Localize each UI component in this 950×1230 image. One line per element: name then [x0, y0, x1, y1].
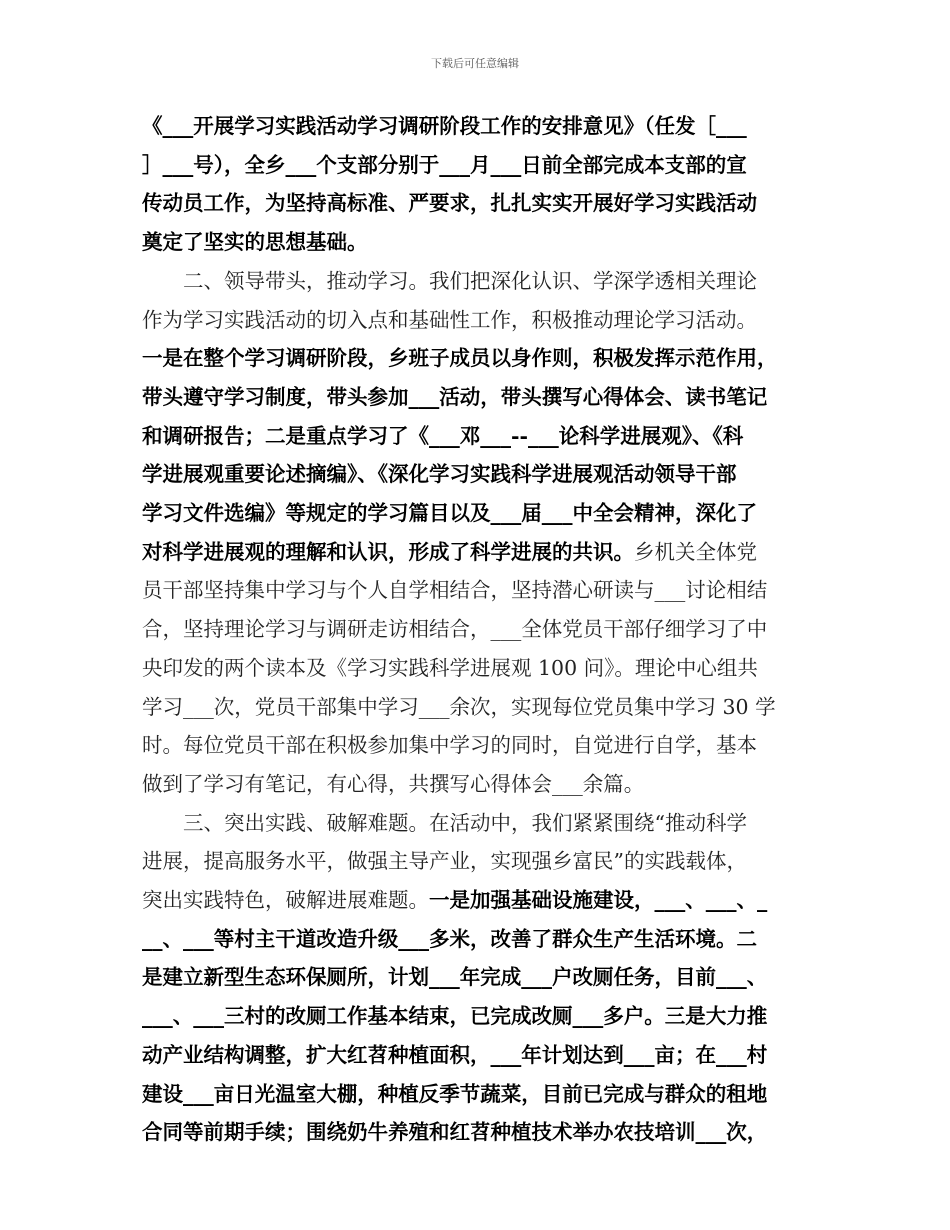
text-line [142, 539, 818, 565]
text-segment: ___、___三村的改厕工作基本结束，已完成改厕___多户。三是大力推 [142, 1004, 768, 1029]
text-segment: 进展，提高服务水平，做强主导产业，实现强乡富民”的实践载体， [142, 849, 747, 874]
text-line [142, 345, 818, 371]
text-segment: 带头遵守学习制度，带头参加___活动，带头撰写心得体会、读书笔记 [142, 384, 768, 409]
text-segment: 传动员工作，为坚持高标准、严要求，扎扎实实开展好学习实践活动 [142, 191, 757, 216]
text-segment: 三、突出实践、破解难题。在活动中，我们紧紧围绕“推动科学 [142, 810, 747, 835]
text-line [142, 926, 818, 952]
text-segment: 乡机关全体党 [634, 539, 757, 564]
text-line [142, 616, 818, 642]
text-segment: 学习文件选编》等规定的学习篇目以及___届___中全会精神，深化了 [142, 501, 757, 525]
text-line [142, 384, 818, 410]
text-line [142, 771, 818, 797]
text-segment: 央印发的两个读本及《学习实践科学进展观 100 问》。理论中心组共 [142, 655, 758, 680]
text-line [142, 307, 818, 333]
text-segment: 动产业结构调整，扩大红苕种植面积，___年计划达到___亩；在___村 [142, 1042, 768, 1067]
text-segment: 学习___次，党员干部集中学习___余次，实现每位党员集中学习 30 学 [142, 694, 776, 719]
text-line [142, 1119, 818, 1145]
text-line [142, 152, 818, 178]
text-segment: 一是在整个学习调研阶段，乡班子成员以身作则，积极发挥示范作用， [142, 346, 778, 371]
text-segment: 一是加强基础设施建设，___、___、_ [429, 888, 768, 912]
text-segment: 作为学习实践活动的切入点和基础性工作，积极推动理论学习活动。 [142, 307, 757, 332]
text-segment: 建设___亩日光温室大棚，种植反季节蔬菜，目前已完成与群众的租地 [142, 1081, 768, 1106]
text-line [142, 268, 818, 294]
text-line [142, 810, 818, 836]
text-segment: 奠定了坚实的思想基础。 [142, 230, 368, 255]
text-line [142, 655, 818, 681]
text-segment: 员干部坚持集中学习与个人自学相结合，坚持潜心研读与___讨论相结 [142, 578, 768, 603]
text-line [142, 500, 818, 526]
text-line [142, 1003, 818, 1029]
text-line [142, 1042, 818, 1068]
text-line [142, 964, 818, 990]
text-line [142, 1081, 818, 1107]
text-line [142, 229, 818, 255]
text-line [142, 694, 818, 720]
text-segment: 是建立新型生态环保厕所，计划___年完成___户改厕任务，目前___、 [142, 965, 768, 990]
text-segment: 和调研报告；二是重点学习了《___邓___--___论科学进展观》、《科 [142, 423, 744, 448]
text-segment: 合同等前期手续；围绕奶牛养殖和红苕种植技术举办农技培训___次， [142, 1120, 768, 1145]
text-segment: ］___号），全乡___个支部分别于___月___日前全部完成本支部的宣 [142, 152, 747, 177]
text-line [142, 732, 818, 758]
text-line [142, 848, 818, 874]
text-line [142, 577, 818, 603]
text-segment: 时。每位党员干部在积极参加集中学习的同时，自觉进行自学，基本 [142, 733, 757, 758]
text-line [142, 113, 818, 139]
text-line [142, 190, 818, 216]
page-header: 下载后可任意编辑 [431, 57, 519, 70]
text-segment: 学进展观重要论述摘编》、《深化学习实践科学进展观活动领导干部 [142, 462, 737, 487]
text-segment: 合，坚持理论学习与调研走访相结合，___全体党员干部仔细学习了中 [142, 617, 768, 642]
text-segment: 二、领导带头，推动学习。我们把深化认识、学深学透相关理论 [142, 268, 757, 293]
text-line [142, 887, 818, 913]
text-line [142, 423, 818, 449]
text-line [142, 461, 818, 487]
text-segment: 突出实践特色，破解进展难题。 [142, 888, 429, 912]
text-segment: __、___等村主干道改造升级___多米，改善了群众生产生活环境。二 [142, 926, 757, 951]
text-segment: 做到了学习有笔记，有心得，共撰写心得体会___余篇。 [142, 771, 645, 796]
text-segment: 《___开展学习实践活动学习调研阶段工作的安排意见》（任发［___ [142, 114, 747, 138]
text-segment: 对科学进展观的理解和认识，形成了科学进展的共识。 [142, 539, 634, 564]
